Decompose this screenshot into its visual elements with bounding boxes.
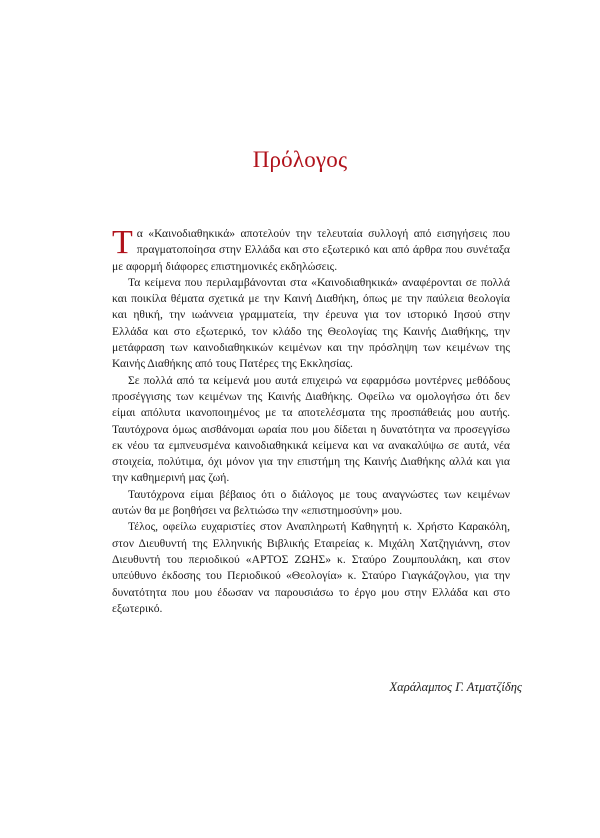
drop-cap: Τ — [112, 224, 133, 261]
paragraph-3: Σε πολλά από τα κείμενά μου αυτά επιχειρώ να εφαρμόσω μοντέρνες μεθόδους προσέγγισης των κειμένων της Καινής Διαθήκης. Οφείλω να ομολογήσω ότι δεν είμαι απόλυτα ικανοποιημένος με τα αποτελέσματα της προσπάθειάς μου αυτής. Ταυτόχρονα όμως αισθάνομαι ωραία που μου δίδεται η δυνατότητα να προσεγγίσω εκ νέου τα εμπνευσμένα καινοδιαθηκικά κείμενα και να ανακαλύψω σε αυτά, νέα στοιχεία, πολύτιμα, όχι μόνον για την επιστήμη της Καινής Διαθήκης αλλά και για την καθημερινή μας ζωή. — [112, 373, 510, 485]
paragraph-5: Τέλος, οφείλω ευχαριστίες στον Αναπληρωτή Καθηγητή κ. Χρήστο Καρακόλη, στον Διευθυντή της Ελληνικής Βιβλικής Εταιρείας κ. Μιχάλη Χατζηγιάννη, στον Διευθυντή του περιοδικού «ΑΡΤΟΣ ΖΩΗΣ» κ. Σταύρο Ζουμπουλάκη, και στον υπεύθυνο έκδοσης του Περιοδικού «Θεολογία» κ. Σταύρο Γιαγκάζογλου, για την δυνατότητα που μου έδωσαν να παρουσιάσω το έργο μου στην Ελλάδα και στο εξωτερικό. — [112, 520, 510, 615]
paragraph-1 — [112, 226, 510, 275]
paragraph-4: Ταυτόχρονα είμαι βέβαιος ότι ο διάλογος με τους αναγνώστες των κειμένων αυτών θα με βοηθήσει να βελτιώσω την «επιστημοσύνη» μου. — [112, 487, 510, 518]
paragraph-1-text: α «Καινοδιαθηκικά» αποτελούν την τελευταία συλλογή από εισηγήσεις που πραγματοποίησα στην Ελλάδα και στο εξωτερικό και από άρθρα που συνέταξα με αφορμή διάφορες επιστημονικές εκδηλώσεις. — [112, 227, 510, 273]
paragraph-2: Τα κείμενα που περιλαμβάνονται στα «Καινοδιαθηκικά» αναφέρονται σε πολλά και ποικίλα θέματα σχετικά με την Καινή Διαθήκη, όπως με την παύλεια θεολογία και ηθική, την ιωάννεια γραμματεία, την έρευνα για τον ιστορικό Ιησού στην Ελλάδα και στο εξωτερικό, τον κλάδο της Θεολογίας της Καινής Διαθήκης, την μετάφραση των καινοδιαθηκικών κειμένων και την πρόσληψη των κειμένων της Καινής Διαθήκης από τους Πατέρες της Εκκλησίας. — [112, 275, 510, 371]
author-signature: Χαράλαμπος Γ. Ατματζίδης — [389, 680, 522, 694]
preface-body — [112, 226, 510, 617]
page-title: Πρόλογος — [252, 147, 348, 172]
